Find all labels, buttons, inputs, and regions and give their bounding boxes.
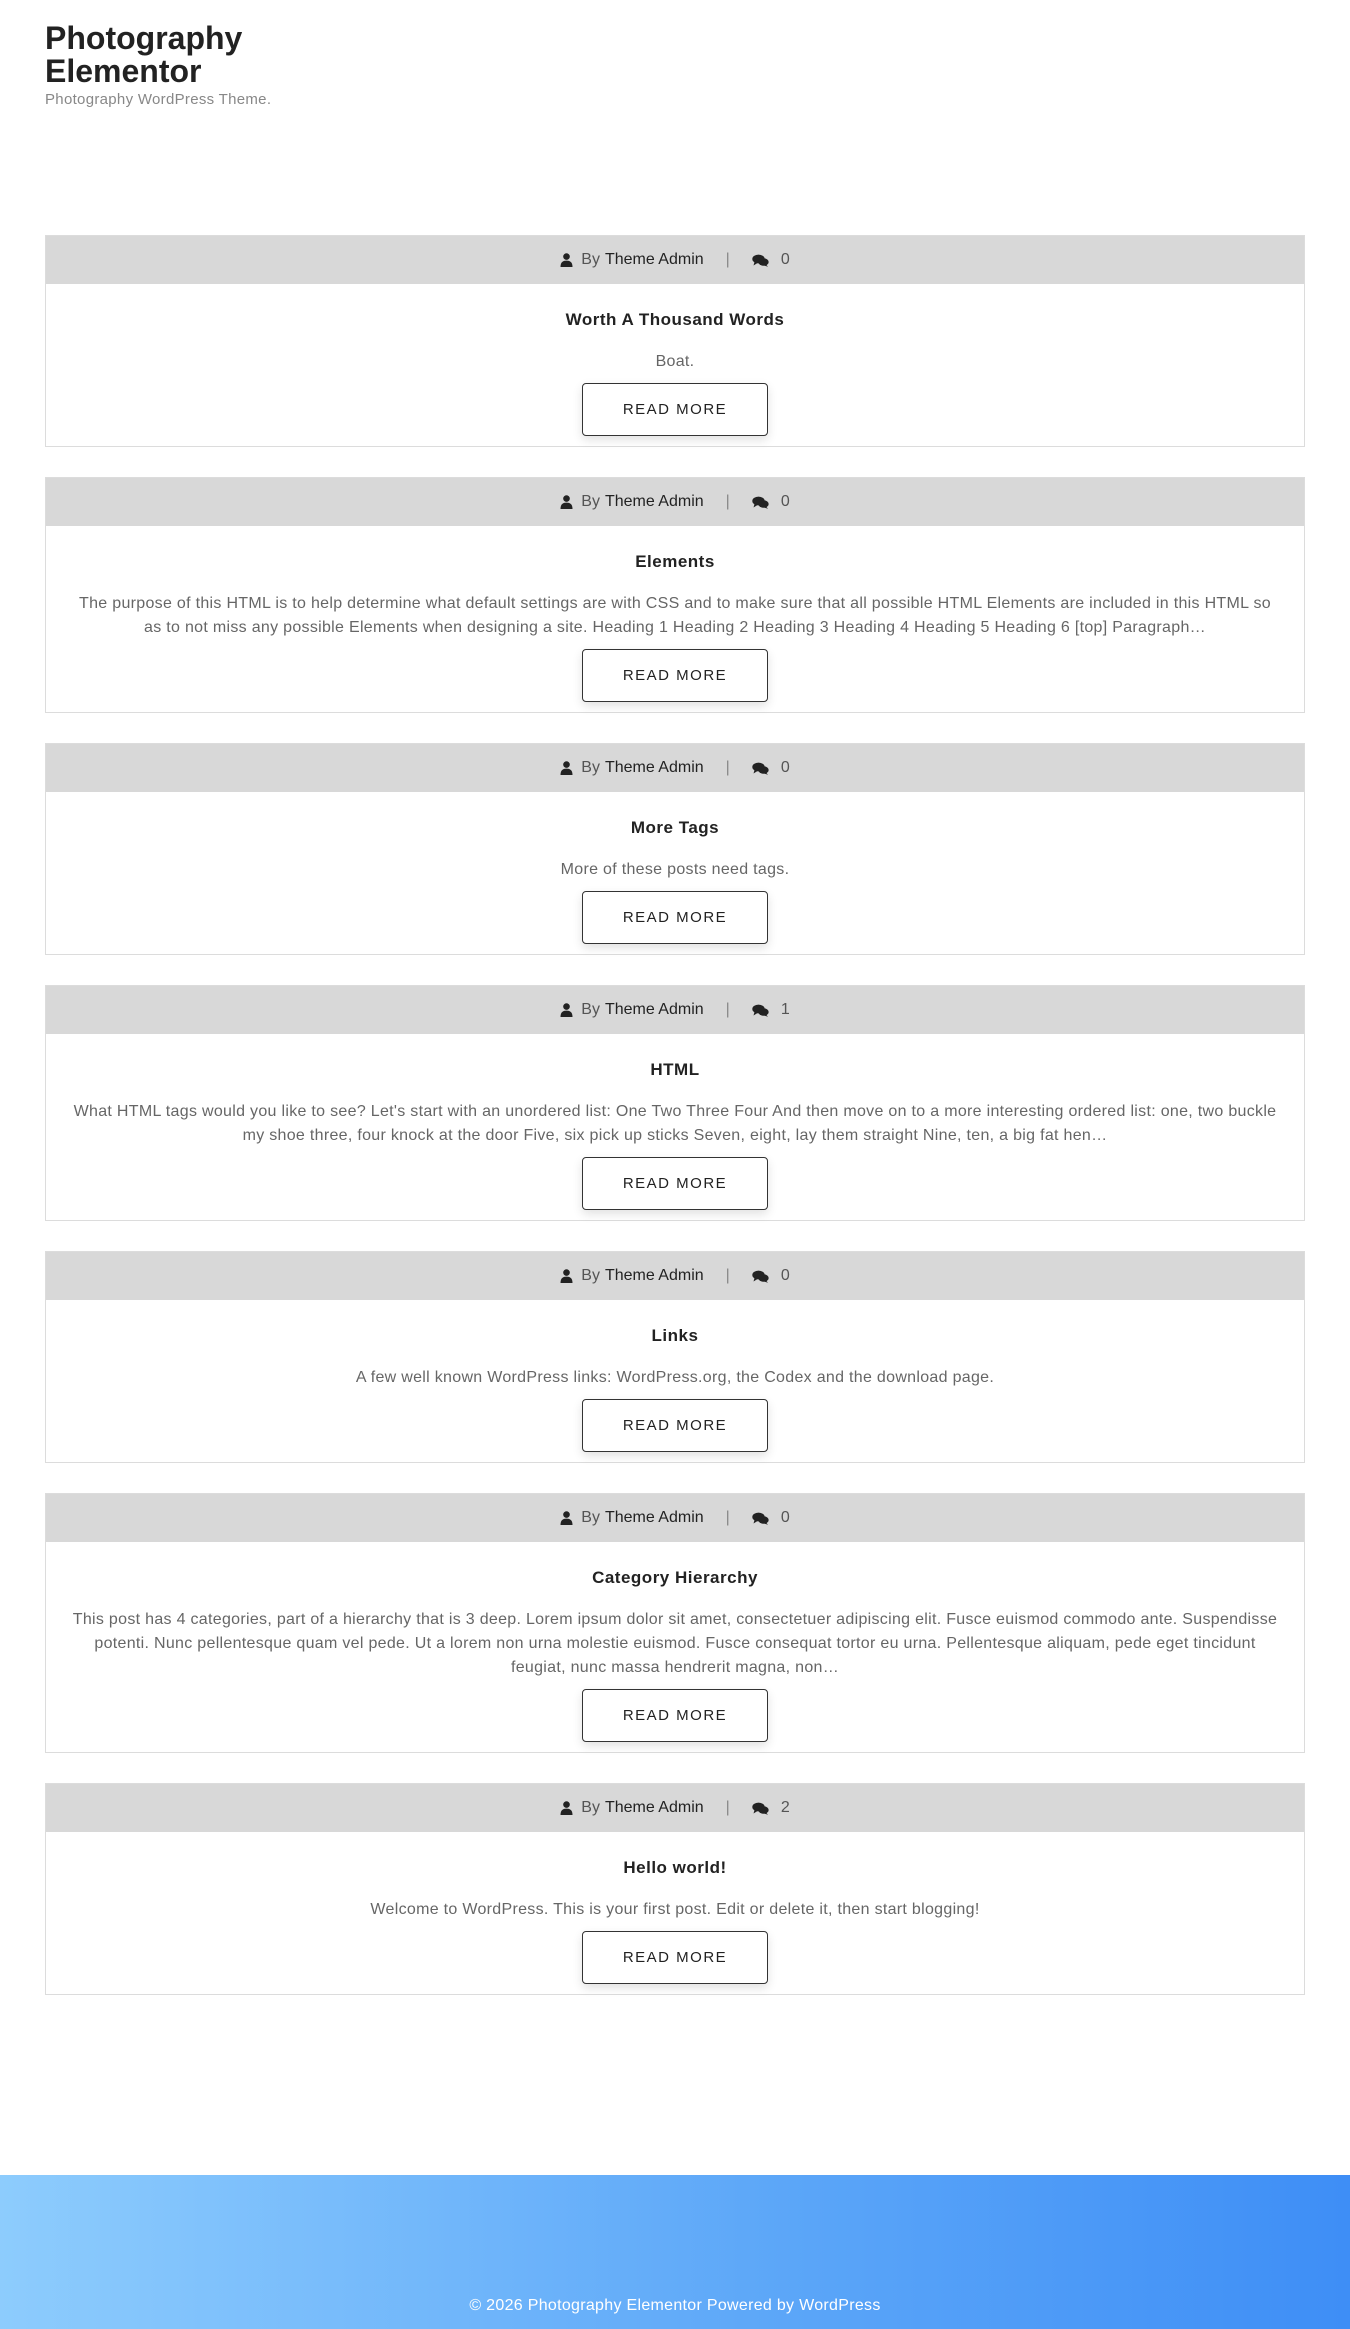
user-icon (560, 1511, 573, 1525)
comments-icon (752, 1512, 769, 1525)
read-more-button[interactable]: READ MORE (582, 891, 768, 944)
post-meta-bar (46, 478, 1304, 526)
post-body (46, 1832, 1304, 1994)
site-header (45, 22, 305, 108)
post-title[interactable]: More Tags (630, 818, 720, 837)
post-body (46, 1034, 1304, 1220)
comments-icon (752, 1270, 769, 1283)
user-icon (560, 253, 573, 267)
read-more-button[interactable]: READ MORE (582, 383, 768, 436)
site-footer (0, 2175, 1350, 2329)
user-icon (560, 761, 573, 775)
comment-count: 0 (780, 1509, 790, 1526)
post-excerpt: Welcome to WordPress. This is your first post. Edit or delete it, then start blogging! (370, 1901, 980, 1918)
post-title[interactable]: Worth A Thousand Words (565, 310, 785, 329)
post-comments[interactable] (752, 1267, 790, 1285)
post-card (45, 1783, 1305, 1995)
comment-count: 0 (780, 1267, 790, 1284)
post-excerpt: More of these posts need tags. (560, 861, 790, 878)
author-link[interactable]: Theme Admin (604, 493, 704, 510)
post-comments[interactable] (752, 759, 790, 777)
comments-icon (752, 254, 769, 267)
post-author (560, 1509, 703, 1527)
author-prefix: By (581, 1001, 600, 1018)
post-author (560, 493, 703, 511)
post-excerpt: Boat. (655, 353, 695, 370)
user-icon (560, 1801, 573, 1815)
author-link[interactable]: Theme Admin (604, 1509, 704, 1526)
read-more-button[interactable]: READ MORE (582, 649, 768, 702)
user-icon (560, 1269, 573, 1283)
post-title[interactable]: Links (651, 1326, 699, 1345)
comments-icon (752, 762, 769, 775)
meta-separator: | (725, 493, 730, 510)
post-excerpt: A few well known WordPress links: WordPress.org, the Codex and the download page. (355, 1369, 995, 1386)
comments-icon (752, 1802, 769, 1815)
comment-count: 1 (780, 1001, 790, 1018)
post-meta-bar (46, 1784, 1304, 1832)
post-title[interactable]: Hello world! (623, 1858, 727, 1877)
footer-copyright: © 2026 Photography Elementor Powered by WordPress (469, 2297, 881, 2314)
author-link[interactable]: Theme Admin (604, 1001, 704, 1018)
read-more-button[interactable]: READ MORE (582, 1931, 768, 1984)
meta-separator: | (725, 759, 730, 776)
read-more-button[interactable]: READ MORE (582, 1399, 768, 1452)
post-list (45, 235, 1305, 2025)
post-card (45, 477, 1305, 713)
post-card (45, 743, 1305, 955)
post-body (46, 1542, 1304, 1752)
post-author (560, 251, 703, 269)
author-prefix: By (581, 251, 600, 268)
author-link[interactable]: Theme Admin (604, 1799, 704, 1816)
post-comments[interactable] (752, 251, 790, 269)
post-excerpt: This post has 4 categories, part of a hierarchy that is 3 deep. Lorem ipsum dolor sit amet, consectetuer adipiscing elit. Fusce euismod commodo ante. Suspendisse potenti. Nunc pellentesque quam vel pede. Ut a lorem non urna molestie euismod. Fusce consequat tortor eu urna. Pellentesque aliquam, pede eget tincidunt feugiat, nunc massa hendrerit magna, non… (72, 1611, 1278, 1676)
read-more-button[interactable]: READ MORE (582, 1157, 768, 1210)
post-comments[interactable] (752, 1509, 790, 1527)
post-body (46, 284, 1304, 446)
post-comments[interactable] (752, 1001, 790, 1019)
comment-count: 0 (780, 759, 790, 776)
meta-separator: | (725, 251, 730, 268)
comment-count: 0 (780, 493, 790, 510)
site-title-link[interactable]: Photography Elementor (45, 20, 243, 89)
post-comments[interactable] (752, 493, 790, 511)
author-link[interactable]: Theme Admin (604, 1267, 704, 1284)
post-title[interactable]: HTML (650, 1060, 700, 1079)
author-prefix: By (581, 1267, 600, 1284)
comments-icon (752, 1004, 769, 1017)
post-author (560, 1799, 703, 1817)
author-prefix: By (581, 1509, 600, 1526)
user-icon (560, 1003, 573, 1017)
post-meta-bar (46, 1494, 1304, 1542)
post-comments[interactable] (752, 1799, 790, 1817)
post-body (46, 792, 1304, 954)
meta-separator: | (725, 1001, 730, 1018)
post-excerpt: What HTML tags would you like to see? Let's start with an unordered list: One Two Three Four And then move on to a more interesting ordered list: one, two buckle my shoe three, four knock at the door Five, six pick up sticks Seven, eight, lay them straight Nine, ten, a big fat hen… (73, 1103, 1277, 1144)
post-author (560, 1001, 703, 1019)
post-body (46, 526, 1304, 712)
meta-separator: | (725, 1267, 730, 1284)
author-link[interactable]: Theme Admin (604, 759, 704, 776)
post-title[interactable]: Elements (635, 552, 715, 571)
meta-separator: | (725, 1509, 730, 1526)
author-prefix: By (581, 759, 600, 776)
site-tagline: Photography WordPress Theme. (45, 91, 272, 108)
author-link[interactable]: Theme Admin (604, 251, 704, 268)
post-meta-bar (46, 744, 1304, 792)
read-more-button[interactable]: READ MORE (582, 1689, 768, 1742)
post-card (45, 985, 1305, 1221)
comments-icon (752, 496, 769, 509)
comment-count: 0 (780, 251, 790, 268)
meta-separator: | (725, 1799, 730, 1816)
user-icon (560, 495, 573, 509)
post-excerpt: The purpose of this HTML is to help determine what default settings are with CSS and to make sure that all possible HTML Elements are included in this HTML so as to not miss any possible Elements when designing a site. Heading 1 Heading 2 Heading 3 Heading 4 Heading 5 Heading 6 [top] Paragraph… (79, 595, 1271, 636)
post-meta-bar (46, 236, 1304, 284)
post-body (46, 1300, 1304, 1462)
post-author (560, 759, 703, 777)
post-title[interactable]: Category Hierarchy (592, 1568, 758, 1587)
post-card (45, 1493, 1305, 1753)
comment-count: 2 (780, 1799, 790, 1816)
author-prefix: By (581, 493, 600, 510)
post-meta-bar (46, 1252, 1304, 1300)
post-card (45, 1251, 1305, 1463)
post-meta-bar (46, 986, 1304, 1034)
post-author (560, 1267, 703, 1285)
author-prefix: By (581, 1799, 600, 1816)
post-card (45, 235, 1305, 447)
